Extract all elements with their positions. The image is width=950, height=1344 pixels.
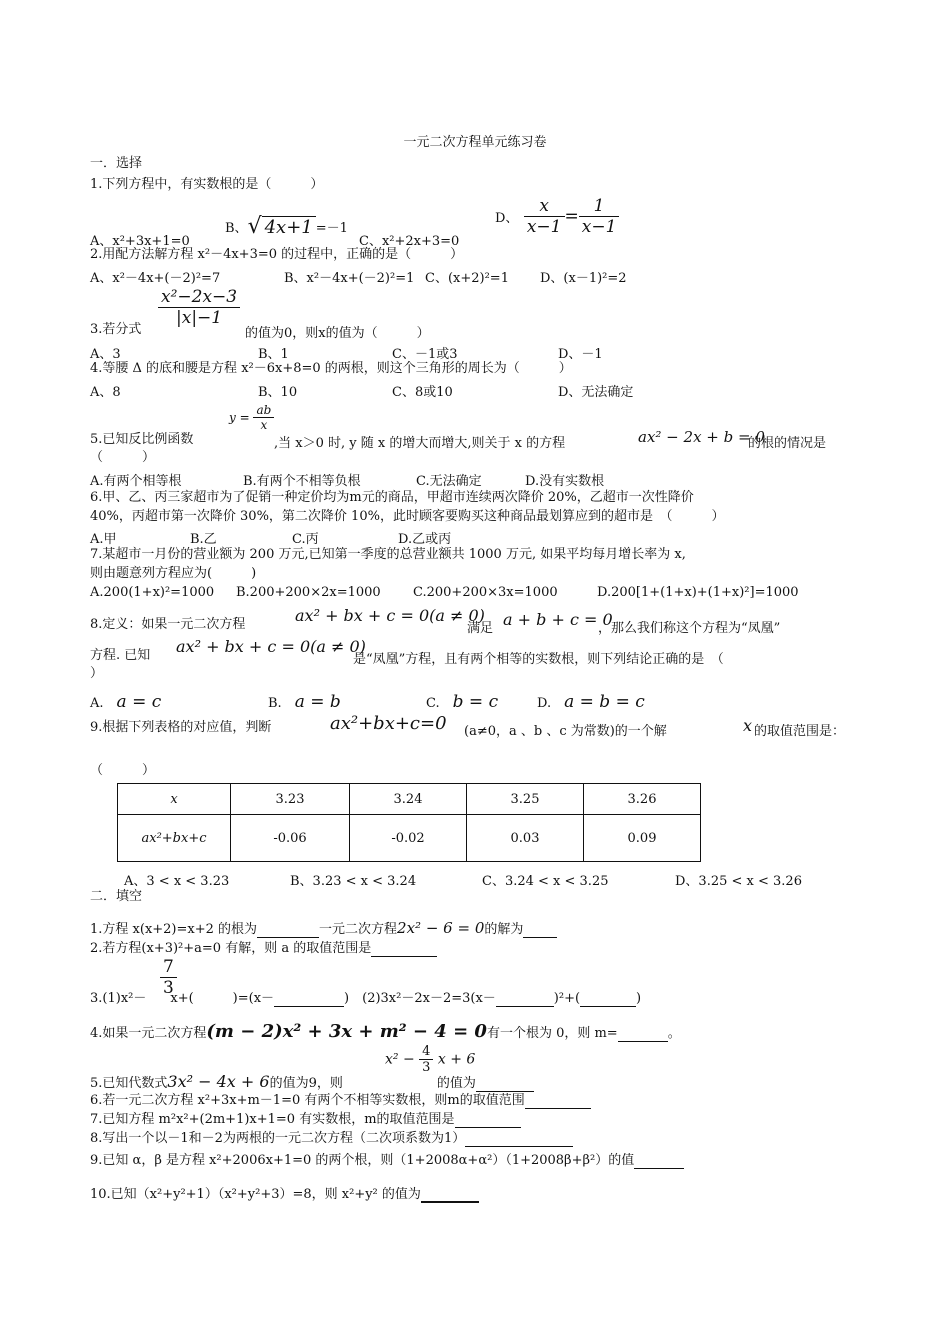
fill-9-text: 9.已知 α，β 是方程 x²+2006x+1=0 的两个根，则（1+2008α+α²）（1+2008β+β²）的值	[90, 1153, 635, 1168]
table-row	[118, 784, 701, 815]
denominator: x−1	[581, 217, 617, 237]
q5-stem-post: 的根的情况是	[748, 436, 827, 451]
answer-blank[interactable]	[634, 1156, 684, 1169]
q8-option-a	[90, 692, 161, 712]
q4-option-a: A、8	[90, 385, 121, 400]
q3-option-c: C、－1或3	[392, 347, 458, 362]
answer-blank[interactable]	[274, 994, 344, 1007]
fill-7	[90, 1112, 521, 1128]
fill-6	[90, 1093, 591, 1109]
q6-option-a: A.甲	[90, 532, 117, 547]
q1-b-label: B、	[225, 221, 248, 236]
fill-5-equation: 3x² − 4x + 6	[167, 1072, 270, 1091]
fill-1	[90, 920, 557, 938]
q3-stem-pre: 3.若分式	[90, 322, 142, 337]
fill-5-text-c: 的值为	[436, 1076, 476, 1091]
q2-stem: 2.用配方法解方程 x²－4x+3=0 的过程中，正确的是（ ）	[90, 247, 464, 262]
radical-sign: √	[247, 214, 262, 239]
fill-2-text: 2.若方程(x+3)²+a=0 有解，则 a 的取值范围是	[90, 941, 372, 956]
q3-option-b: B、1	[258, 347, 289, 362]
q5-y-equals: y =	[229, 410, 250, 425]
q1-option-c: C、x²+2x+3=0	[359, 234, 460, 249]
q7-line1: 7.某超市一月份的营业额为 200 万元,已知第一季度的总营业额共 1000 万元, 如果平均每月增长率为 x,	[90, 547, 686, 562]
table-cell: -0.06	[231, 815, 350, 862]
numerator: 4	[419, 1044, 433, 1060]
equals-sign: =	[564, 206, 579, 227]
option-label: B.	[268, 696, 282, 711]
answer-blank[interactable]	[421, 1189, 479, 1203]
answer-blank[interactable]	[580, 994, 636, 1007]
denominator: 3	[163, 978, 174, 998]
fill-5-expression	[385, 1044, 475, 1075]
table-cell: 0.09	[584, 815, 701, 862]
q6-line1: 6.甲、乙、丙三家超市为了促销一种定价均为m元的商品，甲超市连续两次降价 20%，乙超市一次性降价	[90, 490, 694, 505]
q9-answer-paren: （ ）	[90, 763, 156, 778]
fraction	[419, 1044, 433, 1075]
q7-option-c: C.200+200×3x=1000	[413, 585, 558, 600]
q1-d-label: D、	[495, 211, 519, 226]
q5-function	[229, 403, 274, 432]
q4-option-b: B、10	[258, 385, 298, 400]
fill-5-text-b: 的值为9，则	[269, 1076, 343, 1091]
table-cell: -0.02	[350, 815, 467, 862]
table-cell: ax²+bx+c	[118, 815, 231, 862]
fill-5-text-a: 5.已知代数式	[90, 1076, 168, 1091]
q2-option-c: C、(x+2)²=1	[425, 271, 509, 286]
fill-2	[90, 941, 437, 957]
answer-blank[interactable]	[618, 1029, 668, 1042]
q7-option-b: B.200+200×2x=1000	[236, 585, 381, 600]
fill-3-text-d: )²+(	[553, 991, 581, 1006]
denominator: 3	[422, 1060, 431, 1075]
table-cell: 3.23	[231, 784, 350, 815]
q1-stem: 1.下列方程中，有实数根的是（ ）	[90, 177, 324, 192]
answer-blank[interactable]	[476, 1079, 534, 1092]
table-cell: 0.03	[467, 815, 584, 862]
table-cell: x	[118, 784, 231, 815]
fill-7-text: 7.已知方程 m²x²+(2m+1)x+1=0 有实数根，m的取值范围是	[90, 1112, 455, 1127]
q8-equation-2: a + b + c = 0	[503, 610, 613, 629]
q5-option-c: C.无法确定	[416, 474, 482, 489]
fill-4-text-c: 。	[667, 1026, 681, 1041]
table-row	[118, 815, 701, 862]
q5-option-d: D.没有实数根	[525, 474, 605, 489]
answer-blank[interactable]	[455, 1115, 521, 1128]
fill-1-text-b: 一元二次方程	[319, 922, 398, 937]
fill-10-text: 10.已知（x²+y²+1）（x²+y²+3）=8，则 x²+y² 的值为	[90, 1187, 421, 1202]
q6-option-b: B.乙	[190, 532, 217, 547]
q5-option-a: A.有两个相等根	[90, 474, 182, 489]
q9-value-table	[117, 783, 701, 862]
option-label: A.	[90, 696, 104, 711]
q3-stem-post: 的值为0，则x的值为（ ）	[245, 326, 430, 341]
fill-4-equation: (m − 2)x² + 3x + m² − 4 = 0	[206, 1021, 487, 1042]
fill-1-text-c: 的解为	[484, 922, 524, 937]
numerator: 7	[160, 957, 177, 978]
q7-option-a: A.200(1+x)²=1000	[90, 585, 215, 600]
numerator: ab	[253, 403, 274, 418]
q5-fraction	[253, 403, 274, 432]
fill-3-text-c: ) (2)3x²－2x－2=3(x－	[344, 991, 496, 1006]
fill-4-text-b: 有一个根为 0，则 m=	[486, 1026, 618, 1041]
fill-1-text-a: 1.方程 x(x+2)=x+2 的根为	[90, 922, 258, 937]
q8-stem-pre: 8.定义：如果一元二次方程	[90, 617, 246, 632]
fill-3-text-b: x+( )=(x－	[170, 991, 275, 1006]
q4-option-d: D、无法确定	[558, 385, 634, 400]
q8-line2-post: 是“凤凰”方程，且有两个相等的实数根，则下列结论正确的是 （	[353, 652, 724, 667]
fill-4	[90, 1021, 681, 1042]
denominator: |x|−1	[176, 308, 223, 328]
q9-stem-pre: 9.根据下列表格的对应值，判断	[90, 720, 272, 735]
fill-8	[90, 1131, 573, 1147]
fill-4-text-a: 4.如果一元二次方程	[90, 1026, 207, 1041]
fill-8-text: 8.写出一个以－1和－2为两根的一元二次方程（二次项系数为1）	[90, 1131, 466, 1146]
denominator: x	[260, 418, 268, 432]
fill-1-equation: 2x² − 6 = 0	[397, 919, 485, 937]
q3-option-d: D、－1	[558, 347, 603, 362]
q7-line2: 则由题意列方程应为( )	[90, 566, 257, 581]
option-label: C.	[426, 696, 440, 711]
q7-option-d: D.200[1+(1+x)+(1+x)²]=1000	[597, 585, 799, 600]
q8-stem-mid: 满足	[467, 621, 494, 636]
q1-d-fraction-left	[524, 196, 565, 237]
q6-option-d: D.乙或丙	[398, 532, 452, 547]
q9-stem-post: 的取值范围是：	[754, 724, 846, 739]
q9-variable: x	[743, 716, 753, 735]
q9-option-d: D、3.25 < x < 3.26	[675, 874, 802, 889]
option-math: b = c	[452, 692, 499, 712]
q4-option-c: C、8或10	[392, 385, 453, 400]
q9-option-a: A、3 < x < 3.23	[124, 874, 230, 889]
answer-blank[interactable]	[525, 1096, 591, 1109]
q8-stem-post: ，那么我们称这个方程为“凤凰”	[598, 621, 781, 636]
q6-line2: 40%，丙超市第一次降价 30%，第二次降价 10%，此时顾客要购买这种商品最划算应到的超市是 （ ）	[90, 509, 725, 524]
page-title: 一元二次方程单元练习卷	[403, 135, 547, 150]
q1-b-rhs: =－1	[315, 221, 348, 236]
q8-option-d	[537, 692, 645, 712]
q8-option-b	[268, 692, 341, 712]
q1-option-b	[225, 214, 348, 239]
q8-equation-3: ax² + bx + c = 0(a ≠ 0)	[176, 637, 366, 656]
section-fill-heading: 二．填空	[90, 889, 143, 904]
option-math: a = c	[116, 692, 162, 712]
q3-option-a: A、3	[90, 347, 121, 362]
answer-blank[interactable]	[257, 925, 319, 938]
answer-blank[interactable]	[465, 1134, 573, 1147]
q8-equation-1: ax² + bx + c = 0(a ≠ 0)	[295, 606, 485, 625]
expr-part: x² −	[385, 1051, 415, 1068]
q5-stem-pre: 5.已知反比例函数	[90, 432, 194, 447]
q9-option-b: B、3.23 < x < 3.24	[290, 874, 417, 889]
q9-equation: ax²+bx+c=0	[330, 713, 447, 734]
numerator: 1	[579, 196, 620, 217]
q5-equation: ax² − 2x + b = 0	[638, 428, 765, 446]
q9-option-c: C、3.24 < x < 3.25	[482, 874, 609, 889]
q5-option-b: B.有两个不相等负根	[243, 474, 361, 489]
answer-blank[interactable]	[496, 994, 554, 1007]
q4-stem: 4.等腰 Δ 的底和腰是方程 x²－6x+8=0 的两根，则这个三角形的周长为（ ）	[90, 361, 572, 376]
fill-9	[90, 1153, 684, 1169]
fill-5	[90, 1074, 534, 1092]
q8-line2-pre: 方程. 已知	[90, 648, 151, 663]
option-label: D.	[537, 696, 552, 711]
q8-option-c	[426, 692, 498, 712]
q1-b-radicand: 4x+1	[262, 216, 316, 238]
table-cell: 3.26	[584, 784, 701, 815]
fill-3-text-e: )	[636, 991, 642, 1006]
q6-option-c: C.丙	[292, 532, 319, 547]
q1-option-d	[495, 196, 619, 237]
q9-condition: (a≠0，a 、b 、c 为常数)的一个解	[464, 724, 667, 739]
denominator: x−1	[526, 217, 562, 237]
option-math: a = b = c	[564, 692, 645, 712]
q2-option-d: D、(x－1)²=2	[540, 271, 627, 286]
q2-option-a: A、x²－4x+(－2)²=7	[90, 271, 221, 286]
table-cell: 3.24	[350, 784, 467, 815]
q8-line3: ）	[90, 666, 104, 681]
table-cell: 3.25	[467, 784, 584, 815]
fill-3-text-a: 3.(1)x²－	[90, 991, 147, 1006]
option-math: a = b	[294, 692, 341, 712]
q2-option-b: B、x²－4x+(－2)²=1	[284, 271, 415, 286]
fill-3	[90, 991, 641, 1007]
q3-fraction	[158, 287, 240, 328]
numerator: x²−2x−3	[158, 287, 240, 308]
expr-part: x + 6	[437, 1051, 476, 1068]
section-choice-heading: 一．选择	[90, 156, 143, 171]
q1-d-fraction-right	[579, 196, 620, 237]
answer-blank[interactable]	[371, 944, 437, 957]
answer-blank[interactable]	[523, 925, 557, 938]
fill-6-text: 6.若一元二次方程 x²+3x+m－1=0 有两个不相等实数根，则m的取值范围	[90, 1093, 525, 1108]
fill-10	[90, 1187, 479, 1203]
q5-answer-paren: （ ）	[90, 450, 156, 465]
q5-stem-mid: ,当 x＞0 时, y 随 x 的增大而增大,则关于 x 的方程	[274, 436, 566, 451]
numerator: x	[524, 196, 565, 217]
fraction	[158, 287, 240, 328]
q1-option-a: A、x²+3x+1=0	[90, 234, 190, 249]
